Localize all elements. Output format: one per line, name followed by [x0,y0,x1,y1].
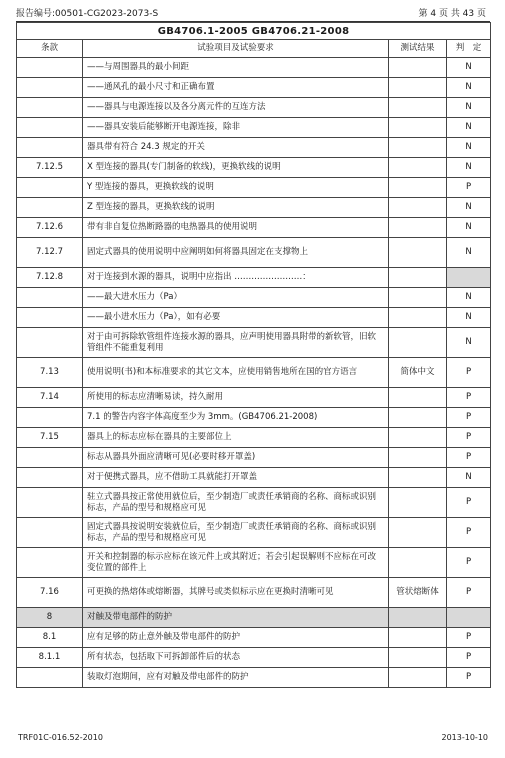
table-row [17,548,491,578]
column-header-result: 测试结果 [389,40,447,58]
item-cell: 驻立式器具按正常使用就位后，至少制造厂或责任承销商的名称、商标或识别标志，产品的型号和规格应可见 [83,488,389,518]
verdict-cell: P [447,648,491,668]
table-row [17,288,491,308]
table-row [17,58,491,78]
result-cell [389,648,447,668]
report-table-body [17,23,491,688]
item-cell: ——最大进水压力（Pa） [83,288,389,308]
table-row [17,218,491,238]
clause-cell [17,518,83,548]
page-footer [16,731,490,745]
item-cell: 装取灯泡期间，应有对触及带电部件的防护 [83,668,389,688]
item-cell: ——与周围器具的最小间距 [83,58,389,78]
verdict-cell: N [447,198,491,218]
verdict-cell: N [447,138,491,158]
clause-cell: 7.13 [17,358,83,388]
result-cell [389,308,447,328]
result-cell [389,178,447,198]
item-cell: 器具带有符合 24.3 规定的开关 [83,138,389,158]
verdict-cell: N [447,238,491,268]
page-indicator: 第 4 页 共 43 页 [418,9,486,19]
table-row [17,668,491,688]
result-cell [389,268,447,288]
item-cell: 固定式器具按说明安装就位后，至少制造厂或责任承销商的名称、商标或识别标志，产品的型号和规格应可见 [83,518,389,548]
test-report-table [16,22,491,688]
table-row [17,358,491,388]
verdict-cell: P [447,448,491,468]
verdict-cell: N [447,118,491,138]
verdict-cell: P [447,548,491,578]
clause-cell [17,408,83,428]
clause-cell: 7.16 [17,578,83,608]
table-row [17,448,491,468]
result-cell [389,198,447,218]
verdict-cell: N [447,218,491,238]
clause-cell [17,468,83,488]
clause-cell: 7.12.6 [17,218,83,238]
clause-cell: 7.12.8 [17,268,83,288]
result-cell: 简体中文 [389,358,447,388]
verdict-cell: N [447,98,491,118]
clause-cell [17,58,83,78]
table-row [17,308,491,328]
item-cell: 开关和控制器的标示应标在该元件上或其附近；若会引起误解则不应标在可改变位置的部件上 [83,548,389,578]
report-number: 报告编号:00501-CG2023-2073-S [16,9,159,19]
table-row [17,468,491,488]
table-row [17,268,491,288]
verdict-cell: P [447,428,491,448]
clause-cell [17,198,83,218]
clause-cell: 7.12.7 [17,238,83,268]
verdict-cell: N [447,58,491,78]
table-row [17,408,491,428]
clause-cell [17,328,83,358]
item-cell: 对触及带电部件的防护 [83,608,389,628]
verdict-cell: P [447,578,491,608]
clause-cell: 8.1.1 [17,648,83,668]
clause-cell [17,178,83,198]
clause-cell [17,308,83,328]
item-cell: 所使用的标志应清晰易读，持久耐用 [83,388,389,408]
verdict-cell: P [447,628,491,648]
item-cell: 7.1 的警告内容字体高度至少为 3mm。(GB4706.21-2008) [83,408,389,428]
clause-cell: 7.14 [17,388,83,408]
result-cell [389,78,447,98]
result-cell [389,238,447,268]
table-row [17,388,491,408]
table-row [17,78,491,98]
clause-cell [17,138,83,158]
section-row [17,608,491,628]
item-cell: X 型连接的器具(专门制备的软线)，更换软线的说明 [83,158,389,178]
verdict-cell: P [447,388,491,408]
item-cell: Z 型连接的器具，更换软线的说明 [83,198,389,218]
item-cell: ——器具安装后能够断开电源连接，除非 [83,118,389,138]
table-row [17,138,491,158]
clause-cell [17,448,83,468]
result-cell [389,428,447,448]
table-row [17,98,491,118]
table-row [17,628,491,648]
verdict-cell: N [447,328,491,358]
table-row [17,118,491,138]
table-row [17,428,491,448]
clause-cell [17,668,83,688]
clause-cell: 7.15 [17,428,83,448]
table-row [17,488,491,518]
result-cell [389,408,447,428]
clause-cell: 8.1 [17,628,83,648]
table-row [17,198,491,218]
item-cell: 对于便携式器具，应不借助工具就能打开罩盖 [83,468,389,488]
result-cell [389,58,447,78]
result-cell [389,158,447,178]
item-cell: 使用说明(书)和本标准要求的其它文本，应使用销售地所在国的官方语言 [83,358,389,388]
table-row [17,648,491,668]
clause-cell [17,548,83,578]
item-cell: ——通风孔的最小尺寸和正确布置 [83,78,389,98]
table-row [17,158,491,178]
item-cell: ——最小进水压力（Pa），如有必要 [83,308,389,328]
item-cell: 对于连接到水源的器具，说明中应指出 ……………………： [83,268,389,288]
verdict-cell: P [447,518,491,548]
result-cell [389,118,447,138]
clause-cell [17,78,83,98]
item-cell: 带有非自复位热断路器的电热器具的使用说明 [83,218,389,238]
clause-cell: 7.12.5 [17,158,83,178]
column-header-item: 试验项目及试验要求 [83,40,389,58]
result-cell [389,608,447,628]
column-header-row [17,40,491,58]
table-row [17,178,491,198]
result-cell [389,468,447,488]
clause-cell [17,488,83,518]
result-cell [389,218,447,238]
verdict-cell: N [447,308,491,328]
page-header [16,7,490,22]
item-cell: 标志从器具外面应清晰可见(必要时移开罩盖) [83,448,389,468]
result-cell [389,518,447,548]
standard-title: GB4706.1-2005 GB4706.21-2008 [17,23,491,40]
item-cell: ——器具与电源连接以及各分离元件的互连方法 [83,98,389,118]
clause-cell: 8 [17,608,83,628]
result-cell [389,328,447,358]
table-row [17,578,491,608]
verdict-cell [447,608,491,628]
result-cell: 管状熔断体 [389,578,447,608]
standard-title-row [17,23,491,40]
verdict-cell: P [447,408,491,428]
verdict-cell: P [447,178,491,198]
result-cell [389,668,447,688]
form-number: TRF01C-016.52-2010 [18,733,103,742]
result-cell [389,488,447,518]
verdict-cell: N [447,78,491,98]
table-row [17,238,491,268]
item-cell: 固定式器具的使用说明中应阐明如何将器具固定在支撑物上 [83,238,389,268]
result-cell [389,448,447,468]
table-row [17,518,491,548]
form-date: 2013-10-10 [441,733,488,742]
item-cell: 所有状态，包括取下可拆卸部件后的状态 [83,648,389,668]
item-cell: 对于由可拆除软管组件连接水源的器具，应声明使用器具附带的新软管，旧软管组件不能重复利用 [83,328,389,358]
clause-cell [17,98,83,118]
item-cell: 器具上的标志应标在器具的主要部位上 [83,428,389,448]
verdict-cell: P [447,358,491,388]
clause-cell [17,288,83,308]
table-row [17,328,491,358]
item-cell: Y 型连接的器具，更换软线的说明 [83,178,389,198]
result-cell [389,628,447,648]
verdict-cell: N [447,288,491,308]
item-cell: 应有足够的防止意外触及带电部件的防护 [83,628,389,648]
column-header-clause: 条款 [17,40,83,58]
item-cell: 可更换的热熔体或熔断器，其牌号或类似标示应在更换时清晰可见 [83,578,389,608]
clause-cell [17,118,83,138]
result-cell [389,98,447,118]
result-cell [389,138,447,158]
result-cell [389,388,447,408]
result-cell [389,548,447,578]
verdict-cell: P [447,488,491,518]
verdict-cell: P [447,668,491,688]
verdict-cell: N [447,158,491,178]
column-header-verdict: 判 定 [447,40,491,58]
verdict-cell: N [447,468,491,488]
verdict-cell [447,268,491,288]
result-cell [389,288,447,308]
